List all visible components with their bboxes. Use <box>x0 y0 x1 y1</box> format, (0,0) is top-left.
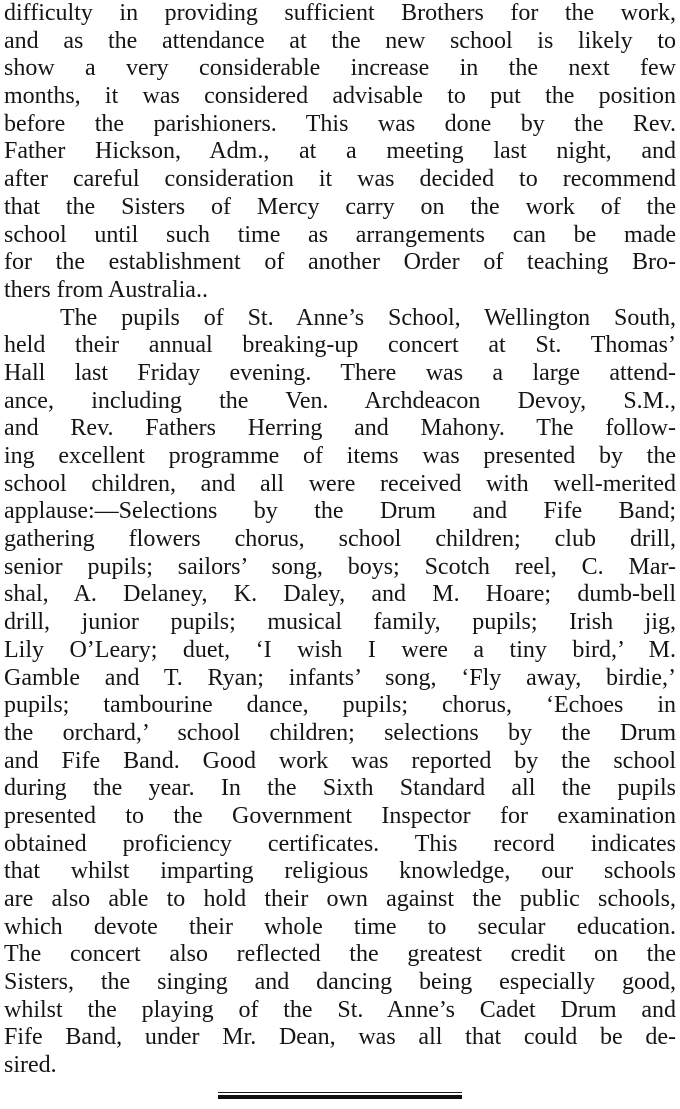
text-line: after careful consideration it was decided to recommend <box>4 166 676 193</box>
text-line: gathering flowers chorus, school children; club drill, <box>4 526 676 553</box>
section-divider <box>218 1092 462 1099</box>
text-line: and Rev. Fathers Herring and Mahony. The follow- <box>4 415 676 442</box>
text-line: Father Hickson, Adm., at a meeting last night, and <box>4 138 676 165</box>
divider-thin-rule <box>218 1092 462 1093</box>
text-line: Hall last Friday evening. There was a large attend- <box>4 359 676 386</box>
text-line: Fife Band, under Mr. Dean, was all that could be de- <box>4 1024 676 1051</box>
text-line: and Fife Band. Good work was reported by the school <box>4 747 676 774</box>
text-line: obtained proficiency certificates. This record indicates <box>4 830 676 857</box>
text-line: during the year. In the Sixth Standard all the pupils <box>4 775 676 802</box>
text-line: sired. <box>4 1052 57 1079</box>
text-line: for the establishment of another Order of teaching Bro- <box>4 249 676 276</box>
text-line: shal, A. Delaney, K. Daley, and M. Hoare; dumb-bell <box>4 581 676 608</box>
divider-thick-rule <box>218 1095 462 1099</box>
article-column <box>4 0 676 1080</box>
text-line: The concert also reflected the greatest credit on the <box>4 941 676 968</box>
text-line: school children, and all were received with well-merited <box>4 470 676 497</box>
text-line: that whilst imparting religious knowledge, our schools <box>4 858 676 885</box>
text-line: school until such time as arrangements can be made <box>4 221 676 248</box>
text-line: Lily O’Leary; duet, ‘I wish I were a tiny bird,’ M. <box>4 636 676 663</box>
text-line: the orchard,’ school children; selections by the Drum <box>4 719 676 746</box>
text-line: The pupils of St. Anne’s School, Wellington South, <box>60 304 676 331</box>
text-line: and as the attendance at the new school is likely to <box>4 27 676 54</box>
text-line: difficulty in providing sufficient Brothers for the work, <box>4 0 676 26</box>
paragraph-1 <box>4 0 676 305</box>
text-line: which devote their whole time to secular education. <box>4 913 676 940</box>
paragraph-2 <box>4 305 676 1080</box>
text-line: applause:—Selections by the Drum and Fife Band; <box>4 498 676 525</box>
text-line: ance, including the Ven. Archdeacon Devoy, S.M., <box>4 387 676 414</box>
text-line: presented to the Government Inspector for examination <box>4 802 676 829</box>
text-line: whilst the playing of the St. Anne’s Cadet Drum and <box>4 996 676 1023</box>
text-line: Sisters, the singing and dancing being especially good, <box>4 969 676 996</box>
text-line: held their annual breaking-up concert at St. Thomas’ <box>4 332 676 359</box>
text-line: that the Sisters of Mercy carry on the work of the <box>4 193 676 220</box>
text-line: drill, junior pupils; musical family, pupils; Irish jig, <box>4 609 676 636</box>
text-line: thers from Australia.. <box>4 276 208 303</box>
text-line: are also able to hold their own against the public schools, <box>4 886 676 912</box>
text-line: Gamble and T. Ryan; infants’ song, ‘Fly away, birdie,’ <box>4 664 676 691</box>
text-line: show a very considerable increase in the next few <box>4 55 676 82</box>
text-line: ing excellent programme of items was presented by the <box>4 443 676 469</box>
text-line: pupils; tambourine dance, pupils; chorus, ‘Echoes in <box>4 692 676 719</box>
text-line: months, it was considered advisable to put the position <box>4 83 676 110</box>
text-line: senior pupils; sailors’ song, boys; Scotch reel, C. Mar- <box>4 553 676 580</box>
text-line: before the parishioners. This was done by the Rev. <box>4 110 676 137</box>
